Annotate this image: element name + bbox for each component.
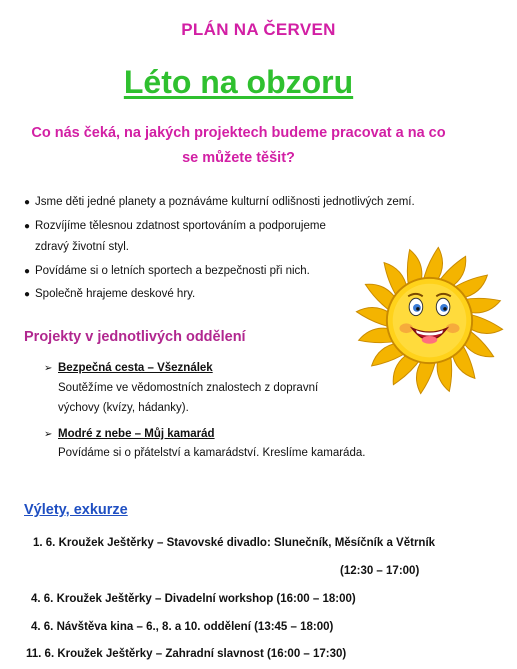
project-description-line: Soutěžíme ve vědomostních znalostech z dopravní [58, 382, 319, 394]
projects-heading: Projekty v jednotlivých oddělení [24, 329, 246, 345]
trips-heading: Výlety, exkurze [24, 502, 128, 518]
plan-title: PLÁN NA ČERVEN [181, 20, 336, 39]
project-description-line: Povídáme si o přátelství a kamarádství. Kreslíme kamaráda. [58, 447, 366, 459]
project-item [44, 428, 215, 440]
arrow-bullet-icon: ➢ [44, 363, 53, 374]
bullet-text: Společně hrajeme deskové hry. [35, 288, 196, 300]
subtitle [0, 121, 477, 171]
bullet-icon: ● [24, 289, 31, 300]
left-cheek [399, 323, 413, 333]
bullet-text: Jsme děti jedné planety a poznáváme kulturní odlišnosti jednotlivých zemí. [35, 196, 415, 208]
left-pupil-center [416, 307, 419, 310]
project-title: Modré z nebe – Můj kamarád [58, 428, 215, 440]
project-description-line: výchovy (kvízy, hádanky). [58, 402, 189, 414]
bullet-text: Povídáme si o letních sportech a bezpečnosti při nich. [35, 265, 310, 277]
project-description [58, 443, 365, 463]
bullet-continuation: zdravý životní styl. [35, 241, 129, 253]
trip-item: 4. 6. Návštěva kina – 6., 8. a 10. oddělení (13:45 – 18:00) [31, 621, 334, 633]
theme-title: Léto na obzoru [123, 64, 354, 100]
right-cheek [446, 323, 460, 333]
trip-item: 4. 6. Kroužek Ještěrky – Divadelní workshop (16:00 – 18:00) [31, 593, 356, 605]
project-title: Bezpečná cesta – Všeználek [58, 362, 213, 374]
bullet-icon: ● [24, 197, 31, 208]
project-description [58, 378, 318, 418]
bullet-item [24, 264, 310, 279]
bullet-icon: ● [24, 266, 31, 277]
project-item [44, 362, 213, 374]
smiling-sun-icon [352, 243, 507, 398]
bullet-item [24, 219, 326, 234]
subtitle-line-1: Co nás čeká, na jakých projektech budeme pracovat a na co [31, 125, 446, 141]
bullet-text: Rozvíjíme tělesnou zdatnost sportováním a podporujeme [35, 220, 326, 232]
trip-item: 11. 6. Kroužek Ještěrky – Zahradní slavnost (16:00 – 17:30) [26, 648, 347, 660]
sun-face-highlight [393, 284, 467, 358]
subtitle-line-2: se můžete těšit? [182, 150, 295, 166]
bullet-item [24, 287, 195, 302]
trip-item: 1. 6. Kroužek Ještěrky – Stavovské divadlo: Slunečník, Měsíčník a Větrník [33, 537, 436, 549]
right-pupil-center [443, 307, 446, 310]
bullet-icon: ● [24, 221, 31, 232]
tongue [422, 336, 438, 344]
trip-time: (12:30 – 17:00) [340, 565, 420, 577]
arrow-bullet-icon: ➢ [44, 429, 53, 440]
bullet-item [24, 195, 415, 210]
